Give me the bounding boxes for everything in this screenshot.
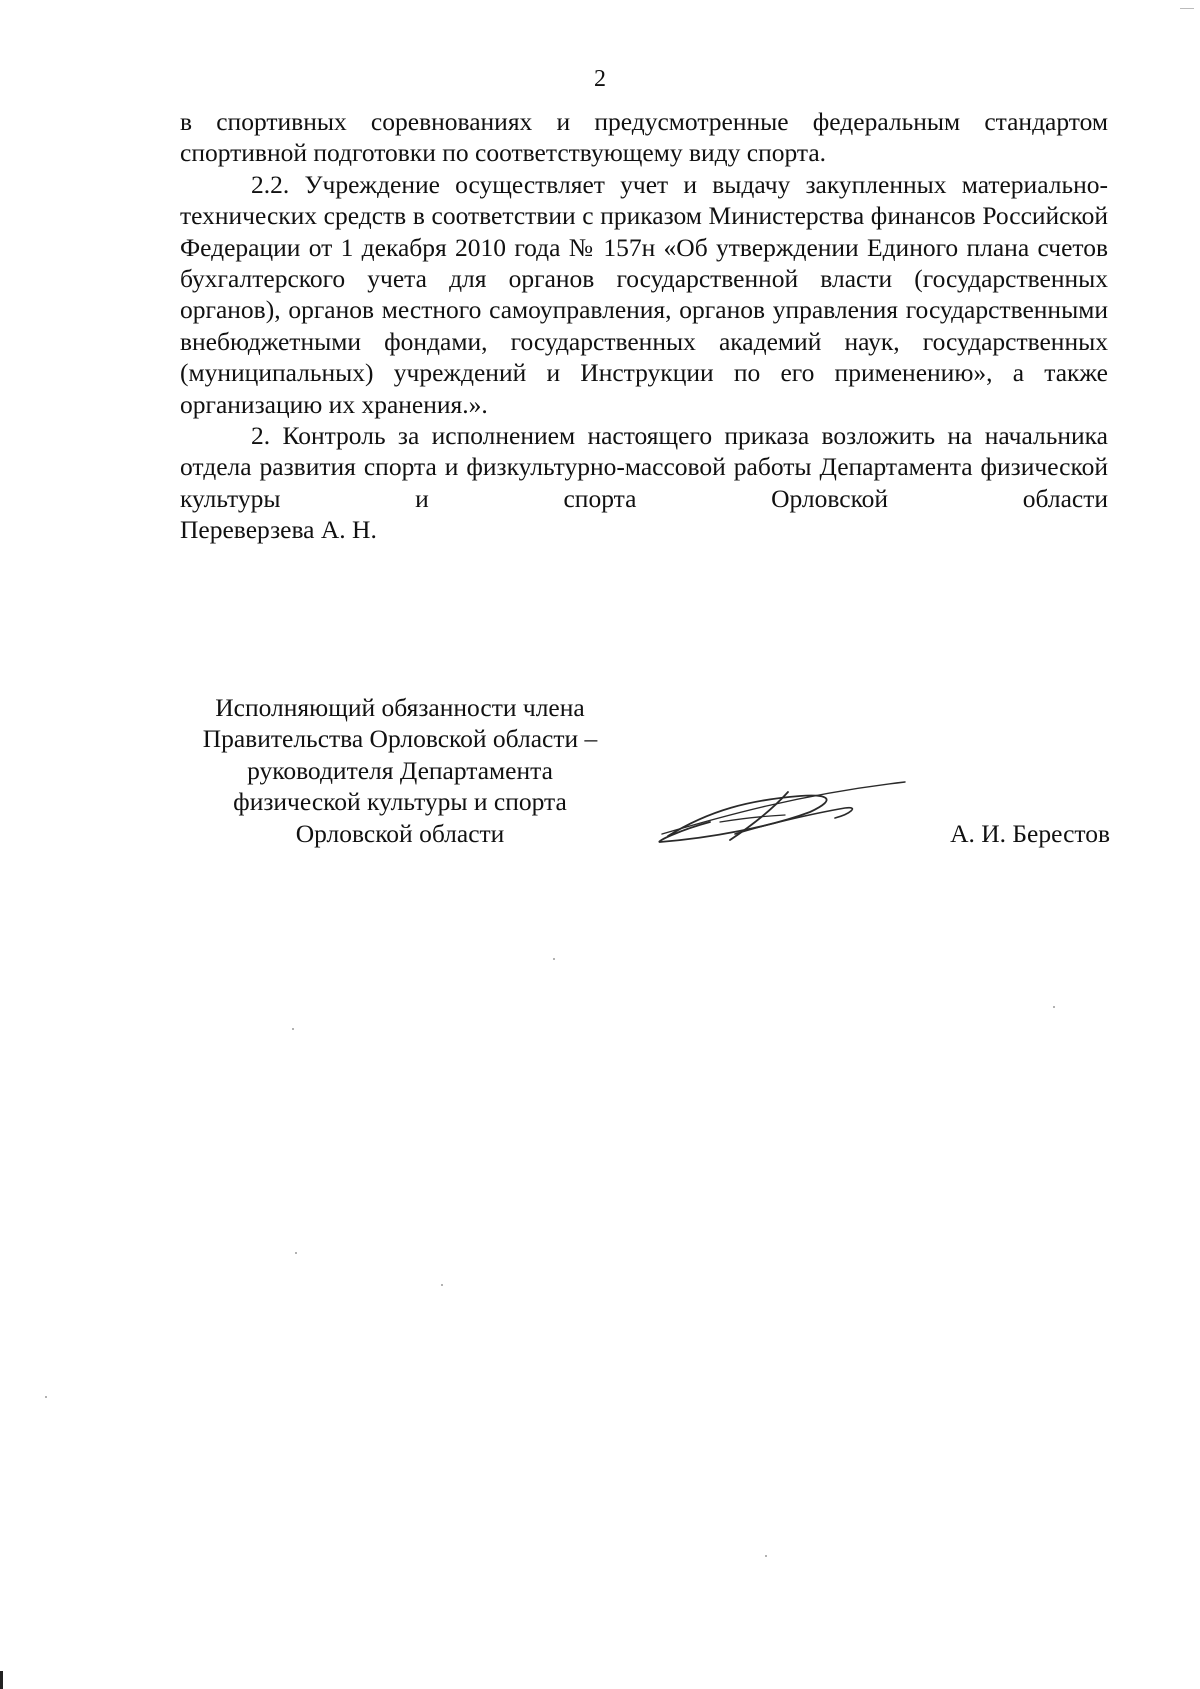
page-number: 2 <box>594 66 606 92</box>
position-line: руководителя Департамента <box>247 755 553 785</box>
scan-corner-mark <box>1180 8 1194 9</box>
paragraph-control-clause: 2. Контроль за исполнением настоящего приказа возложить на начальника отдела развития спорта и физкультурно-массовой работы Департамента физической культуры и спорта Орловской области <box>180 421 1108 513</box>
signatory-position <box>170 692 630 849</box>
position-line: Исполняющий обязанности члена <box>215 693 585 722</box>
document-body <box>180 106 1108 546</box>
position-line: Правительства Орловской области – <box>202 724 598 754</box>
scan-edge-mark <box>0 1671 3 1689</box>
signer-name: А. И. Берестов <box>950 819 1110 848</box>
paragraph-continuation: в спортивных соревнованиях и предусмотренные федеральным стандартом спортивной подготовки по соответствующему виду спорта. <box>180 107 1108 168</box>
position-line: физической культуры и спорта <box>233 787 567 817</box>
paragraph-control-clause-end: Переверзева А. Н. <box>180 515 377 545</box>
paragraph-clause-2-2: 2.2. Учреждение осуществляет учет и выдачу закупленных материально-технических средств в соответствии с приказом Министерства финансов Российской Федерации от 1 декабря 2010 года № 157н «Об утверждении Единого плана счетов бухгалтерского учета для органов государственной власти (государственных органов), органов местного самоуправления, органов управления государственными внебюджетными фондами, государственных академий наук, государственных (муниципальных) учреждений и Инструкции по его применению», а также организацию их хранения.». <box>180 169 1108 419</box>
position-line: Орловской области <box>295 818 505 848</box>
handwritten-signature <box>650 772 920 867</box>
